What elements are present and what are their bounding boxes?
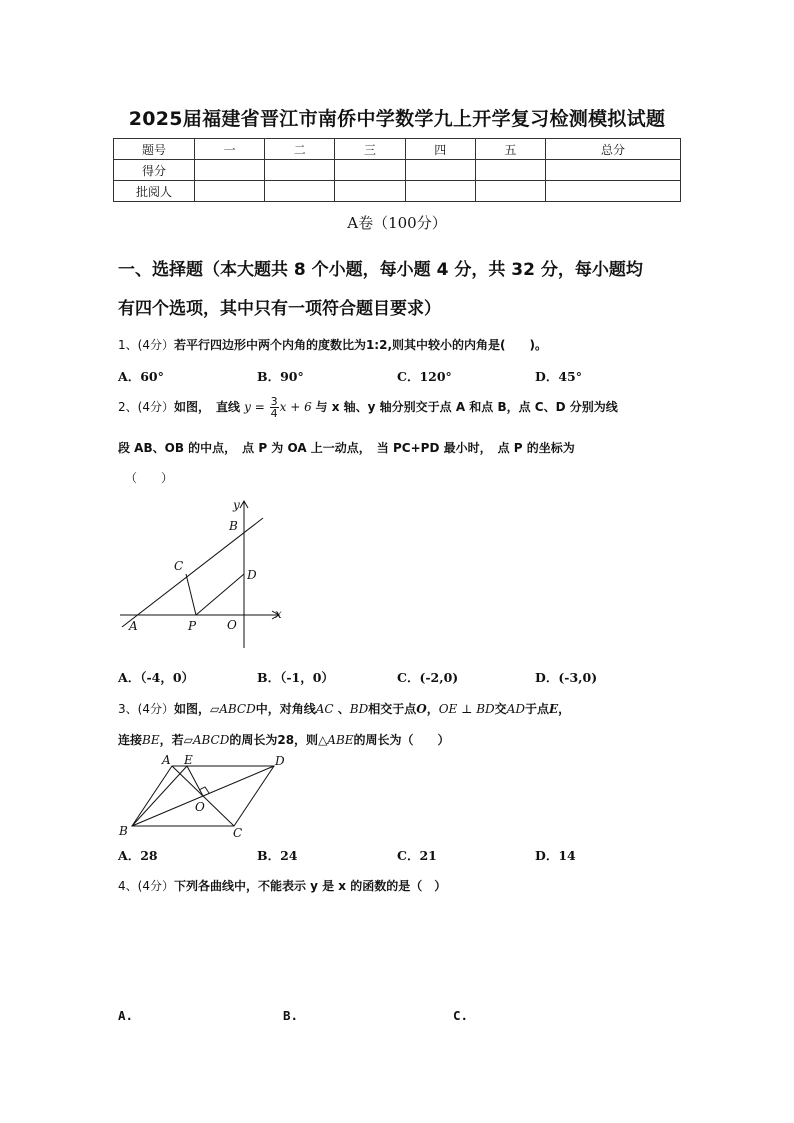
q1-option-d: D．45° xyxy=(535,369,582,384)
score-table-row xyxy=(114,160,681,181)
math-parallelogram: ▱ABCD xyxy=(183,733,230,747)
question-text: 与 x 轴、y 轴分别交于点 A 和点 B，点 C、D 分别为线 xyxy=(315,400,618,414)
segment-be xyxy=(132,766,187,826)
table-cell: 五 xyxy=(475,139,545,160)
label-c: C xyxy=(174,559,184,573)
question-2 xyxy=(118,396,618,419)
question-text: 、 xyxy=(333,702,350,716)
table-cell xyxy=(195,160,265,181)
page-title: 2025届福建省晋江市南侨中学数学九上开学复习检测模拟试题 xyxy=(128,108,666,130)
question-text: 连接 xyxy=(118,733,143,747)
question-3-line2 xyxy=(118,731,450,748)
label-d: D xyxy=(275,754,285,768)
label-e: E xyxy=(184,753,193,767)
question-4 xyxy=(118,877,446,894)
table-cell xyxy=(265,181,335,202)
table-cell: 批阅人 xyxy=(114,181,195,202)
question-text: 交 xyxy=(494,702,507,716)
math-triangle-abe: △ABE xyxy=(318,733,354,747)
score-table-header-row xyxy=(114,139,681,160)
table-cell: 总分 xyxy=(546,139,681,160)
question-text: 相交于点 xyxy=(368,702,417,716)
question-prefix: 2、(4分） xyxy=(118,400,174,414)
part1-heading-line1: 一、选择题（本大题共 8 个小题，每小题 4 分，共 32 分，每小题均 xyxy=(118,260,643,280)
q3-figure xyxy=(114,750,299,842)
q2-option-d: D．(-3,0) xyxy=(535,670,598,685)
table-cell xyxy=(405,160,475,181)
q3-option-a: A．28 xyxy=(118,848,158,863)
table-cell xyxy=(335,160,405,181)
question-text: ，若 xyxy=(159,733,184,747)
table-cell xyxy=(475,181,545,202)
question-text: 的周长为（ ） xyxy=(353,733,450,747)
question-text: ， xyxy=(426,702,439,716)
table-cell xyxy=(405,181,475,202)
q1-option-b: B．90° xyxy=(257,369,304,384)
q2-option-a: A．（-4，0） xyxy=(118,670,195,685)
table-cell: 一 xyxy=(195,139,265,160)
segment-pd xyxy=(196,574,244,615)
label-o: O xyxy=(195,800,205,814)
q1-option-c: C．120° xyxy=(397,369,452,384)
part1-heading-line2: 有四个选项，其中只有一项符合题目要求） xyxy=(118,299,441,319)
math-be: BE xyxy=(142,733,160,747)
label-b: B xyxy=(119,824,128,838)
question-text: 如图， xyxy=(173,702,210,716)
math-parallelogram: ▱ABCD xyxy=(209,702,256,716)
math-oe-perp-bd: OE ⊥ BD xyxy=(438,702,495,716)
table-cell xyxy=(546,181,681,202)
question-3 xyxy=(118,700,570,717)
table-cell: 二 xyxy=(265,139,335,160)
q1-option-a: A．60° xyxy=(118,369,164,384)
question-text: 若平行四边形中两个内角的度数比为1:2,则其中较小的内角是( )。 xyxy=(173,338,547,352)
fraction xyxy=(270,396,279,419)
table-cell xyxy=(195,181,265,202)
label-o: O xyxy=(227,618,237,632)
question-text: ， xyxy=(558,702,571,716)
score-table-row xyxy=(114,181,681,202)
label-x: x xyxy=(275,607,282,621)
question-prefix: 4、(4分） xyxy=(118,879,174,893)
question-text: 中，对角线 xyxy=(255,702,316,716)
q4-option-a: A. xyxy=(118,1008,134,1023)
segment-oe xyxy=(187,766,203,796)
math-ac: AC xyxy=(315,702,334,716)
label-c: C xyxy=(233,826,243,840)
question-1 xyxy=(118,336,547,353)
question-prefix: 1、(4分） xyxy=(118,338,174,352)
math-o: O xyxy=(416,702,427,716)
section-a-title: A卷（100分） xyxy=(347,214,447,232)
eq-equals: = xyxy=(250,400,269,414)
math-ad: AD xyxy=(506,702,525,716)
line-ab xyxy=(122,518,263,627)
q2-figure xyxy=(114,496,294,654)
equation xyxy=(244,395,315,420)
q3-option-d: D．14 xyxy=(535,848,576,863)
label-a: A xyxy=(162,753,171,767)
q4-option-b: B. xyxy=(283,1008,299,1023)
table-cell: 三 xyxy=(335,139,405,160)
eq-rest: x + 6 xyxy=(279,400,312,414)
question-text: 于点 xyxy=(524,702,549,716)
table-cell xyxy=(475,160,545,181)
q2-option-c: C．(-2,0) xyxy=(397,670,459,685)
question-2-line2: 段 AB、OB 的中点， 点 P 为 OA 上一动点， 当 PC+PD 最小时， 点 P 的坐标为 xyxy=(118,441,575,455)
question-text: 的周长为28，则 xyxy=(229,733,319,747)
math-bd: BD xyxy=(349,702,369,716)
fraction-numerator: 3 xyxy=(270,395,278,408)
eq-y: y xyxy=(244,400,251,414)
table-cell xyxy=(265,160,335,181)
q3-option-b: B．24 xyxy=(257,848,298,863)
q4-option-c: C. xyxy=(453,1008,469,1023)
question-prefix: 3、(4分） xyxy=(118,702,174,716)
label-d: D xyxy=(247,568,257,582)
question-2-line3: （ ） xyxy=(125,471,174,485)
label-a: A xyxy=(129,619,138,633)
table-cell: 得分 xyxy=(114,160,195,181)
q3-option-c: C．21 xyxy=(397,848,437,863)
score-table xyxy=(113,138,681,202)
label-b: B xyxy=(229,519,238,533)
table-cell xyxy=(546,160,681,181)
segment-cp xyxy=(186,574,196,615)
table-cell xyxy=(335,181,405,202)
q2-option-b: B．（-1，0） xyxy=(257,670,334,685)
question-text: 下列各曲线中，不能表示 y 是 x 的函数的是（ ） xyxy=(173,879,447,893)
label-p: P xyxy=(188,619,197,633)
table-cell: 题号 xyxy=(114,139,195,160)
question-text: 如图， 直线 xyxy=(173,400,240,414)
label-y: y xyxy=(233,498,240,512)
math-e: E xyxy=(549,702,559,716)
fraction-denominator: 4 xyxy=(270,407,278,420)
table-cell: 四 xyxy=(405,139,475,160)
